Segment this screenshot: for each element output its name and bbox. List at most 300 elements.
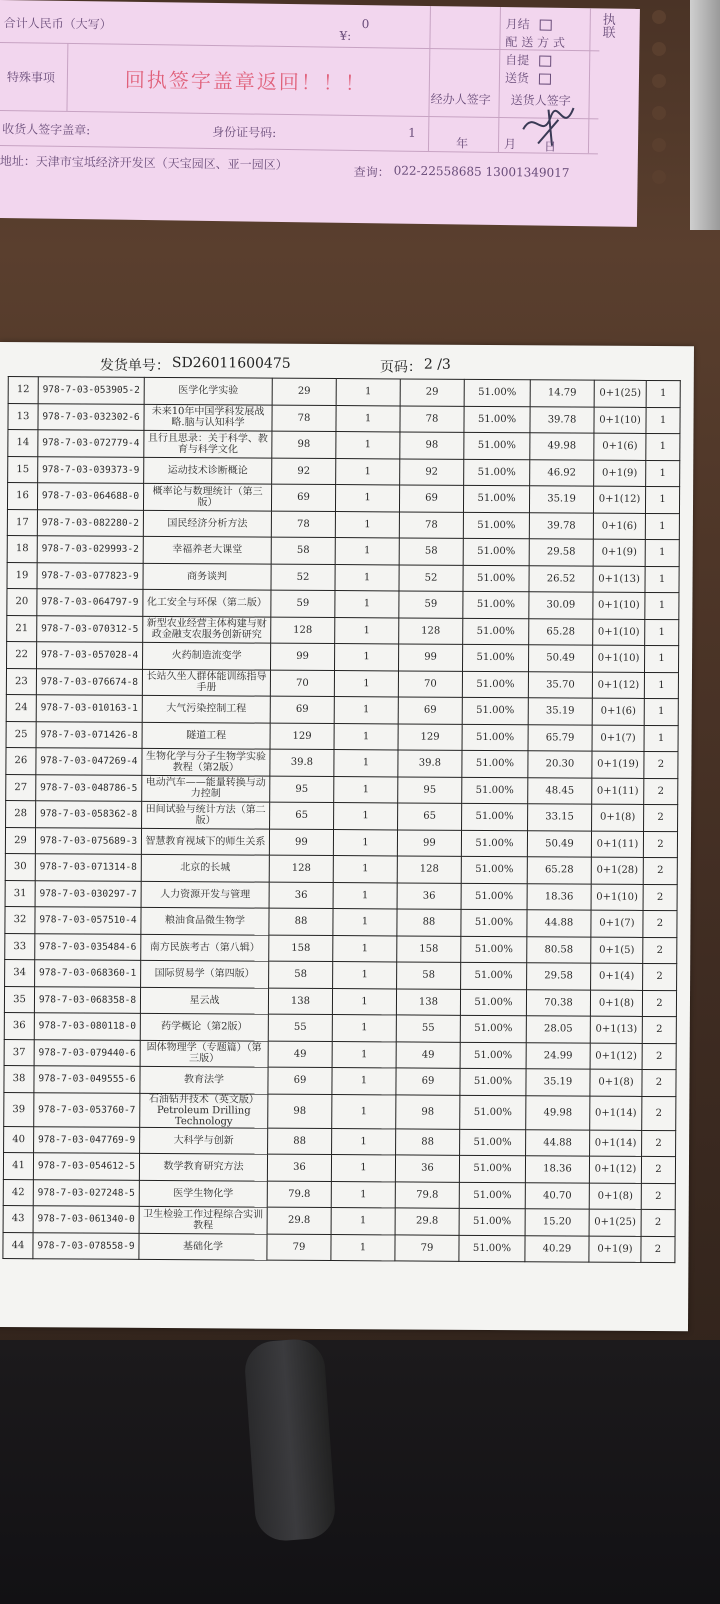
discount: 51.00% xyxy=(459,1155,525,1182)
amount: 78 xyxy=(399,511,463,538)
table-row xyxy=(5,827,677,858)
row-index: 20 xyxy=(7,589,37,616)
id-label: 身份证号码: xyxy=(212,124,277,140)
discount: 51.00% xyxy=(461,883,527,910)
isbn: 978-7-03-079440-6 xyxy=(34,1039,140,1066)
package-info: 0+1(7) xyxy=(591,910,643,937)
box-number: 2 xyxy=(643,963,677,990)
net-amount: 35.19 xyxy=(529,486,593,513)
isbn: 978-7-03-058362-8 xyxy=(36,801,142,828)
package-info: 0+1(11) xyxy=(592,778,644,805)
month-label: 月 xyxy=(503,137,517,152)
row-index: 19 xyxy=(7,562,37,589)
order-label: 发货单号： xyxy=(99,357,170,375)
list-price: 29 xyxy=(272,378,336,405)
discount: 51.00% xyxy=(459,1235,525,1262)
table-row xyxy=(5,907,677,938)
list-price: 58 xyxy=(271,537,335,564)
table-row xyxy=(6,748,678,779)
phone-numbers: 022-22558685 13001349017 xyxy=(393,163,570,180)
book-title: 固体物理学（专题篇）（第三版） xyxy=(140,1040,268,1067)
total-value: 0 xyxy=(361,17,370,32)
phone-label: 查询： xyxy=(353,164,390,180)
table-row xyxy=(4,1039,676,1070)
box-number: 2 xyxy=(644,751,678,778)
quantity: 1 xyxy=(333,962,397,989)
table-row xyxy=(5,880,677,911)
package-info: 0+1(9) xyxy=(594,460,646,487)
table-row xyxy=(6,774,678,805)
row-index: 14 xyxy=(8,430,38,457)
net-amount: 50.49 xyxy=(528,645,592,672)
special-label: 特殊事项 xyxy=(6,70,56,85)
row-index: 33 xyxy=(5,933,35,960)
row-index: 17 xyxy=(7,509,37,536)
book-title: 医学化学实验 xyxy=(144,377,272,404)
isbn: 978-7-03-053905-2 xyxy=(38,377,144,404)
isbn: 978-7-03-030297-7 xyxy=(35,880,141,907)
isbn: 978-7-03-077823-9 xyxy=(37,562,143,589)
table-row xyxy=(8,377,680,408)
net-amount: 49.98 xyxy=(530,433,594,460)
quantity: 1 xyxy=(334,723,398,750)
option-pickup: 自提 xyxy=(505,51,551,69)
table-row xyxy=(7,589,679,620)
quantity: 1 xyxy=(332,988,396,1015)
quantity: 1 xyxy=(332,1041,396,1068)
list-price: 49 xyxy=(268,1041,332,1068)
row-index: 35 xyxy=(4,986,34,1013)
amount: 79 xyxy=(395,1234,459,1261)
isbn: 978-7-03-029993-2 xyxy=(37,536,143,563)
table-row xyxy=(4,1013,676,1044)
quantity: 1 xyxy=(334,776,398,803)
net-amount: 50.49 xyxy=(527,830,591,857)
option-deliver: 送货 xyxy=(505,69,551,87)
row-index: 37 xyxy=(4,1039,34,1066)
package-info: 0+1(8) xyxy=(590,1069,642,1096)
box-number: 2 xyxy=(642,1069,676,1096)
quantity: 1 xyxy=(332,1128,396,1155)
book-title: 卫生检验工作过程综合实训教程 xyxy=(139,1206,267,1233)
quantity: 1 xyxy=(331,1181,395,1208)
quantity: 1 xyxy=(333,909,397,936)
package-info: 0+1(12) xyxy=(590,1043,642,1070)
list-price: 129 xyxy=(270,723,334,750)
isbn: 978-7-03-064797-9 xyxy=(37,589,143,616)
table-row xyxy=(3,1153,675,1184)
book-title: 北京的长城 xyxy=(141,854,269,881)
package-info: 0+1(11) xyxy=(591,831,643,858)
amount: 99 xyxy=(397,829,461,856)
book-title: 数学教育研究方法 xyxy=(139,1153,267,1180)
amount: 59 xyxy=(399,591,463,618)
page-value: 2 /3 xyxy=(423,356,451,373)
amount: 88 xyxy=(396,1128,460,1155)
amount: 88 xyxy=(397,909,461,936)
amount: 98 xyxy=(400,432,464,459)
list-price: 88 xyxy=(268,1128,332,1155)
list-price: 29.8 xyxy=(267,1207,331,1234)
table-row xyxy=(3,1179,675,1210)
book-title: 国际贸易学（第四版） xyxy=(141,960,269,987)
row-index: 36 xyxy=(4,1013,34,1040)
net-amount: 44.88 xyxy=(527,910,591,937)
box-number: 1 xyxy=(646,407,680,434)
row-index: 32 xyxy=(5,907,35,934)
amount: 158 xyxy=(397,935,461,962)
package-info: 0+1(14) xyxy=(590,1130,642,1157)
net-amount: 48.45 xyxy=(528,777,592,804)
dark-foreground xyxy=(0,1340,720,1604)
table-row xyxy=(5,933,677,964)
amount: 69 xyxy=(399,485,463,512)
list-price: 158 xyxy=(269,935,333,962)
discount: 51.00% xyxy=(464,432,530,459)
package-info: 0+1(19) xyxy=(592,751,644,778)
quantity: 1 xyxy=(334,750,398,777)
list-price: 79.8 xyxy=(267,1181,331,1208)
package-info: 0+1(10) xyxy=(591,884,643,911)
perforation-holes xyxy=(644,10,674,220)
isbn: 978-7-03-078558-9 xyxy=(33,1232,139,1259)
isbn: 978-7-03-061340-0 xyxy=(33,1206,139,1233)
discount: 51.00% xyxy=(463,618,529,645)
isbn: 978-7-03-075689-3 xyxy=(35,827,141,854)
discount: 51.00% xyxy=(462,803,528,830)
discount: 51.00% xyxy=(461,830,527,857)
discount: 51.00% xyxy=(461,936,527,963)
discount: 51.00% xyxy=(462,777,528,804)
address: 地址：天津市宝坻经济开发区（天宝园区、亚一园区） xyxy=(0,154,288,173)
net-amount: 65.79 xyxy=(528,724,592,751)
box-number: 1 xyxy=(644,725,678,752)
list-price: 36 xyxy=(269,882,333,909)
side-text: 执联 xyxy=(599,12,615,39)
table-row xyxy=(4,1092,676,1130)
discount: 51.00% xyxy=(462,750,528,777)
box-number: 2 xyxy=(641,1183,675,1210)
quantity: 1 xyxy=(331,1208,395,1235)
package-info: 0+1(8) xyxy=(589,1183,641,1210)
delivery-sheet xyxy=(0,342,694,1331)
amount: 36 xyxy=(395,1155,459,1182)
book-title: 化工安全与环保（第二版） xyxy=(143,589,271,616)
net-amount: 39.78 xyxy=(529,512,593,539)
row-index: 13 xyxy=(8,403,38,430)
amount: 36 xyxy=(397,882,461,909)
total-label: 合计人民币（大写） xyxy=(3,16,112,32)
quantity: 1 xyxy=(336,432,400,459)
row-index: 39 xyxy=(4,1092,34,1126)
book-title: 火药制造流变学 xyxy=(143,642,271,669)
list-price: 98 xyxy=(272,431,336,458)
table-row xyxy=(7,536,679,567)
list-price: 78 xyxy=(271,511,335,538)
package-info: 0+1(6) xyxy=(593,513,645,540)
amount: 79.8 xyxy=(395,1181,459,1208)
box-number: 1 xyxy=(646,433,680,460)
isbn: 978-7-03-080118-0 xyxy=(34,1013,140,1040)
quantity: 1 xyxy=(335,564,399,591)
net-amount: 18.36 xyxy=(525,1156,589,1183)
discount: 51.00% xyxy=(460,1068,526,1095)
net-amount: 49.98 xyxy=(526,1095,590,1129)
row-index: 22 xyxy=(7,642,37,669)
list-price: 55 xyxy=(268,1014,332,1041)
box-number: 1 xyxy=(644,672,678,699)
book-title: 南方民族考古（第八辑） xyxy=(141,934,269,961)
amount: 98 xyxy=(396,1094,460,1128)
book-title: 未来10年中国学科发展战略.脑与认知科学 xyxy=(144,404,272,431)
discount: 51.00% xyxy=(464,459,530,486)
net-amount: 40.70 xyxy=(525,1182,589,1209)
amount: 29 xyxy=(400,379,464,406)
option-monthly: 月结 xyxy=(506,15,552,33)
package-info: 0+1(9) xyxy=(589,1236,641,1263)
row-index: 26 xyxy=(6,748,36,775)
book-title: 基础化学 xyxy=(139,1233,267,1260)
amount: 138 xyxy=(396,988,460,1015)
net-amount: 44.88 xyxy=(526,1129,590,1156)
discount: 51.00% xyxy=(463,565,529,592)
net-amount: 46.92 xyxy=(530,459,594,486)
isbn: 978-7-03-076674-8 xyxy=(36,668,142,695)
row-index: 42 xyxy=(3,1179,33,1206)
row-index: 34 xyxy=(5,960,35,987)
row-index: 30 xyxy=(5,854,35,881)
table-row xyxy=(6,695,678,726)
table-row xyxy=(4,1066,676,1097)
table-row xyxy=(6,668,678,699)
isbn: 978-7-03-072779-4 xyxy=(38,430,144,457)
isbn: 978-7-03-053760-7 xyxy=(34,1092,140,1127)
table-row xyxy=(8,456,680,487)
table-row xyxy=(7,615,679,646)
discount: 51.00% xyxy=(461,962,527,989)
package-info: 0+1(10) xyxy=(593,619,645,646)
quantity: 1 xyxy=(334,670,398,697)
package-info: 0+1(6) xyxy=(592,698,644,725)
isbn: 978-7-03-082280-2 xyxy=(37,509,143,536)
amount: 49 xyxy=(396,1041,460,1068)
book-title: 医学生物化学 xyxy=(139,1180,267,1207)
book-title: 电动汽车——能量转换与动力控制 xyxy=(142,775,270,802)
package-info: 0+1(8) xyxy=(590,990,642,1017)
isbn: 978-7-03-068360-1 xyxy=(35,960,141,987)
book-title: 星云战 xyxy=(140,987,268,1014)
row-index: 25 xyxy=(6,721,36,748)
carbon-receipt xyxy=(0,0,640,227)
net-amount: 26.52 xyxy=(529,565,593,592)
box-number: 2 xyxy=(643,884,677,911)
isbn: 978-7-03-057028-4 xyxy=(37,642,143,669)
row-index: 28 xyxy=(6,801,36,828)
book-title: 药学概论（第2版） xyxy=(140,1013,268,1040)
order-number: SD26011600475 xyxy=(171,355,291,372)
package-info: 0+1(12) xyxy=(589,1156,641,1183)
isbn: 978-7-03-027248-5 xyxy=(33,1179,139,1206)
table-row xyxy=(5,960,677,991)
isbn: 978-7-03-071426-8 xyxy=(36,721,142,748)
net-amount: 29.58 xyxy=(529,539,593,566)
box-number: 1 xyxy=(646,460,680,487)
row-index: 21 xyxy=(7,615,37,642)
items-table xyxy=(2,376,680,1263)
list-price: 39.8 xyxy=(270,749,334,776)
discount: 51.00% xyxy=(464,379,530,406)
table-row xyxy=(5,854,677,885)
discount: 51.00% xyxy=(463,485,529,512)
net-amount: 20.30 xyxy=(528,751,592,778)
amount: 39.8 xyxy=(398,750,462,777)
return-notice: 回执签字盖章返回！！！ xyxy=(124,67,368,96)
package-info: 0+1(8) xyxy=(592,804,644,831)
table-row xyxy=(7,642,679,673)
page-label: 页码： xyxy=(379,359,422,376)
table-row xyxy=(4,986,676,1017)
amount: 70 xyxy=(398,670,462,697)
quantity: 1 xyxy=(335,485,399,512)
package-info: 0+1(13) xyxy=(593,566,645,593)
row-index: 24 xyxy=(6,695,36,722)
discount: 51.00% xyxy=(460,1129,526,1156)
amount: 92 xyxy=(400,458,464,485)
quantity: 1 xyxy=(336,405,400,432)
box-number: 1 xyxy=(645,539,679,566)
discount: 51.00% xyxy=(460,989,526,1016)
table-row xyxy=(3,1232,675,1263)
quantity: 1 xyxy=(334,697,398,724)
amount: 52 xyxy=(399,564,463,591)
discount: 51.00% xyxy=(463,512,529,539)
package-info: 0+1(13) xyxy=(590,1016,642,1043)
row-index: 23 xyxy=(6,668,36,695)
quantity: 1 xyxy=(331,1155,395,1182)
isbn: 978-7-03-047769-9 xyxy=(34,1126,140,1153)
package-info: 0+1(4) xyxy=(591,963,643,990)
book-title: 运动技术诊断概论 xyxy=(144,457,272,484)
handler-label: 经办人签字 xyxy=(430,92,491,107)
discount: 51.00% xyxy=(462,671,528,698)
discount: 51.00% xyxy=(460,1095,526,1129)
isbn: 978-7-03-068358-8 xyxy=(34,986,140,1013)
box-number: 1 xyxy=(645,592,679,619)
box-number: 1 xyxy=(644,698,678,725)
box-number: 1 xyxy=(645,619,679,646)
book-title: 智慧教育视域下的师生关系 xyxy=(141,828,269,855)
discount: 51.00% xyxy=(462,644,528,671)
isbn: 978-7-03-039373-9 xyxy=(38,456,144,483)
package-info: 0+1(9) xyxy=(593,539,645,566)
table-row xyxy=(3,1206,675,1237)
quantity: 1 xyxy=(335,644,399,671)
table-row xyxy=(6,801,678,832)
isbn: 978-7-03-010163-1 xyxy=(36,695,142,722)
net-amount: 30.09 xyxy=(529,592,593,619)
row-index: 31 xyxy=(5,880,35,907)
box-number: 2 xyxy=(642,1043,676,1070)
book-title: 幸福养老大课堂 xyxy=(143,536,271,563)
yen-sign: ¥: xyxy=(339,28,352,43)
package-info: 0+1(25) xyxy=(594,380,646,407)
net-amount: 28.05 xyxy=(526,1016,590,1043)
discount: 51.00% xyxy=(460,1042,526,1069)
list-price: 99 xyxy=(269,829,333,856)
option-delivery-mode: 配 送 方 式 xyxy=(505,35,566,50)
gray-object xyxy=(690,0,720,230)
package-info: 0+1(12) xyxy=(592,672,644,699)
row-index: 12 xyxy=(8,377,38,404)
book-title: 大气污染控制工程 xyxy=(142,695,270,722)
discount: 51.00% xyxy=(463,591,529,618)
amount: 58 xyxy=(399,538,463,565)
row-index: 41 xyxy=(3,1153,33,1180)
package-info: 0+1(25) xyxy=(589,1209,641,1236)
quantity: 1 xyxy=(336,458,400,485)
list-price: 70 xyxy=(270,670,334,697)
box-number: 2 xyxy=(642,1130,676,1157)
box-number: 1 xyxy=(645,486,679,513)
isbn: 978-7-03-071314-8 xyxy=(35,854,141,881)
isbn: 978-7-03-032302-6 xyxy=(38,403,144,430)
book-title: 田间试验与统计方法（第二版） xyxy=(142,801,270,828)
net-amount: 35.70 xyxy=(528,671,592,698)
book-title: 且行且思录：关于科学、教育与科学文化 xyxy=(144,430,272,457)
quantity: 1 xyxy=(332,1015,396,1042)
package-info: 0+1(12) xyxy=(593,486,645,513)
day-label: 日 xyxy=(543,139,557,154)
isbn: 978-7-03-049555-6 xyxy=(34,1066,140,1093)
box-number: 2 xyxy=(643,831,677,858)
list-price: 128 xyxy=(269,855,333,882)
row-index: 27 xyxy=(6,774,36,801)
amount: 128 xyxy=(399,617,463,644)
table-row xyxy=(4,1126,676,1157)
quantity: 1 xyxy=(332,1068,396,1095)
net-amount: 35.19 xyxy=(526,1069,590,1096)
discount: 51.00% xyxy=(463,538,529,565)
package-info: 0+1(28) xyxy=(591,857,643,884)
net-amount: 35.19 xyxy=(528,698,592,725)
isbn: 978-7-03-047269-4 xyxy=(36,748,142,775)
list-price: 69 xyxy=(270,696,334,723)
package-info: 0+1(7) xyxy=(592,725,644,752)
discount: 51.00% xyxy=(464,406,530,433)
book-title: 新型农业经营主体构建与财政金融支农服务创新研究 xyxy=(143,616,271,643)
row-index: 43 xyxy=(3,1206,33,1233)
quantity: 1 xyxy=(332,1094,396,1128)
cable xyxy=(243,1337,337,1542)
book-title: 国民经济分析方法 xyxy=(143,510,271,537)
net-amount: 15.20 xyxy=(525,1209,589,1236)
book-title: 大科学与创新 xyxy=(140,1127,268,1154)
book-title: 长站久坐人群体能训练指导手册 xyxy=(142,669,270,696)
box-number: 2 xyxy=(641,1209,675,1236)
book-title: 生物化学与分子生物学实验教程（第2版） xyxy=(142,748,270,775)
package-info: 0+1(5) xyxy=(591,937,643,964)
amount: 69 xyxy=(398,697,462,724)
quantity: 1 xyxy=(335,591,399,618)
receiver-label: 收货人签字盖章: xyxy=(2,122,91,138)
discount: 51.00% xyxy=(459,1182,525,1209)
net-amount: 18.36 xyxy=(527,883,591,910)
box-number: 2 xyxy=(642,1096,676,1130)
package-info: 0+1(10) xyxy=(594,407,646,434)
net-amount: 65.28 xyxy=(529,618,593,645)
book-title: 商务谈判 xyxy=(143,563,271,590)
list-price: 36 xyxy=(267,1154,331,1181)
